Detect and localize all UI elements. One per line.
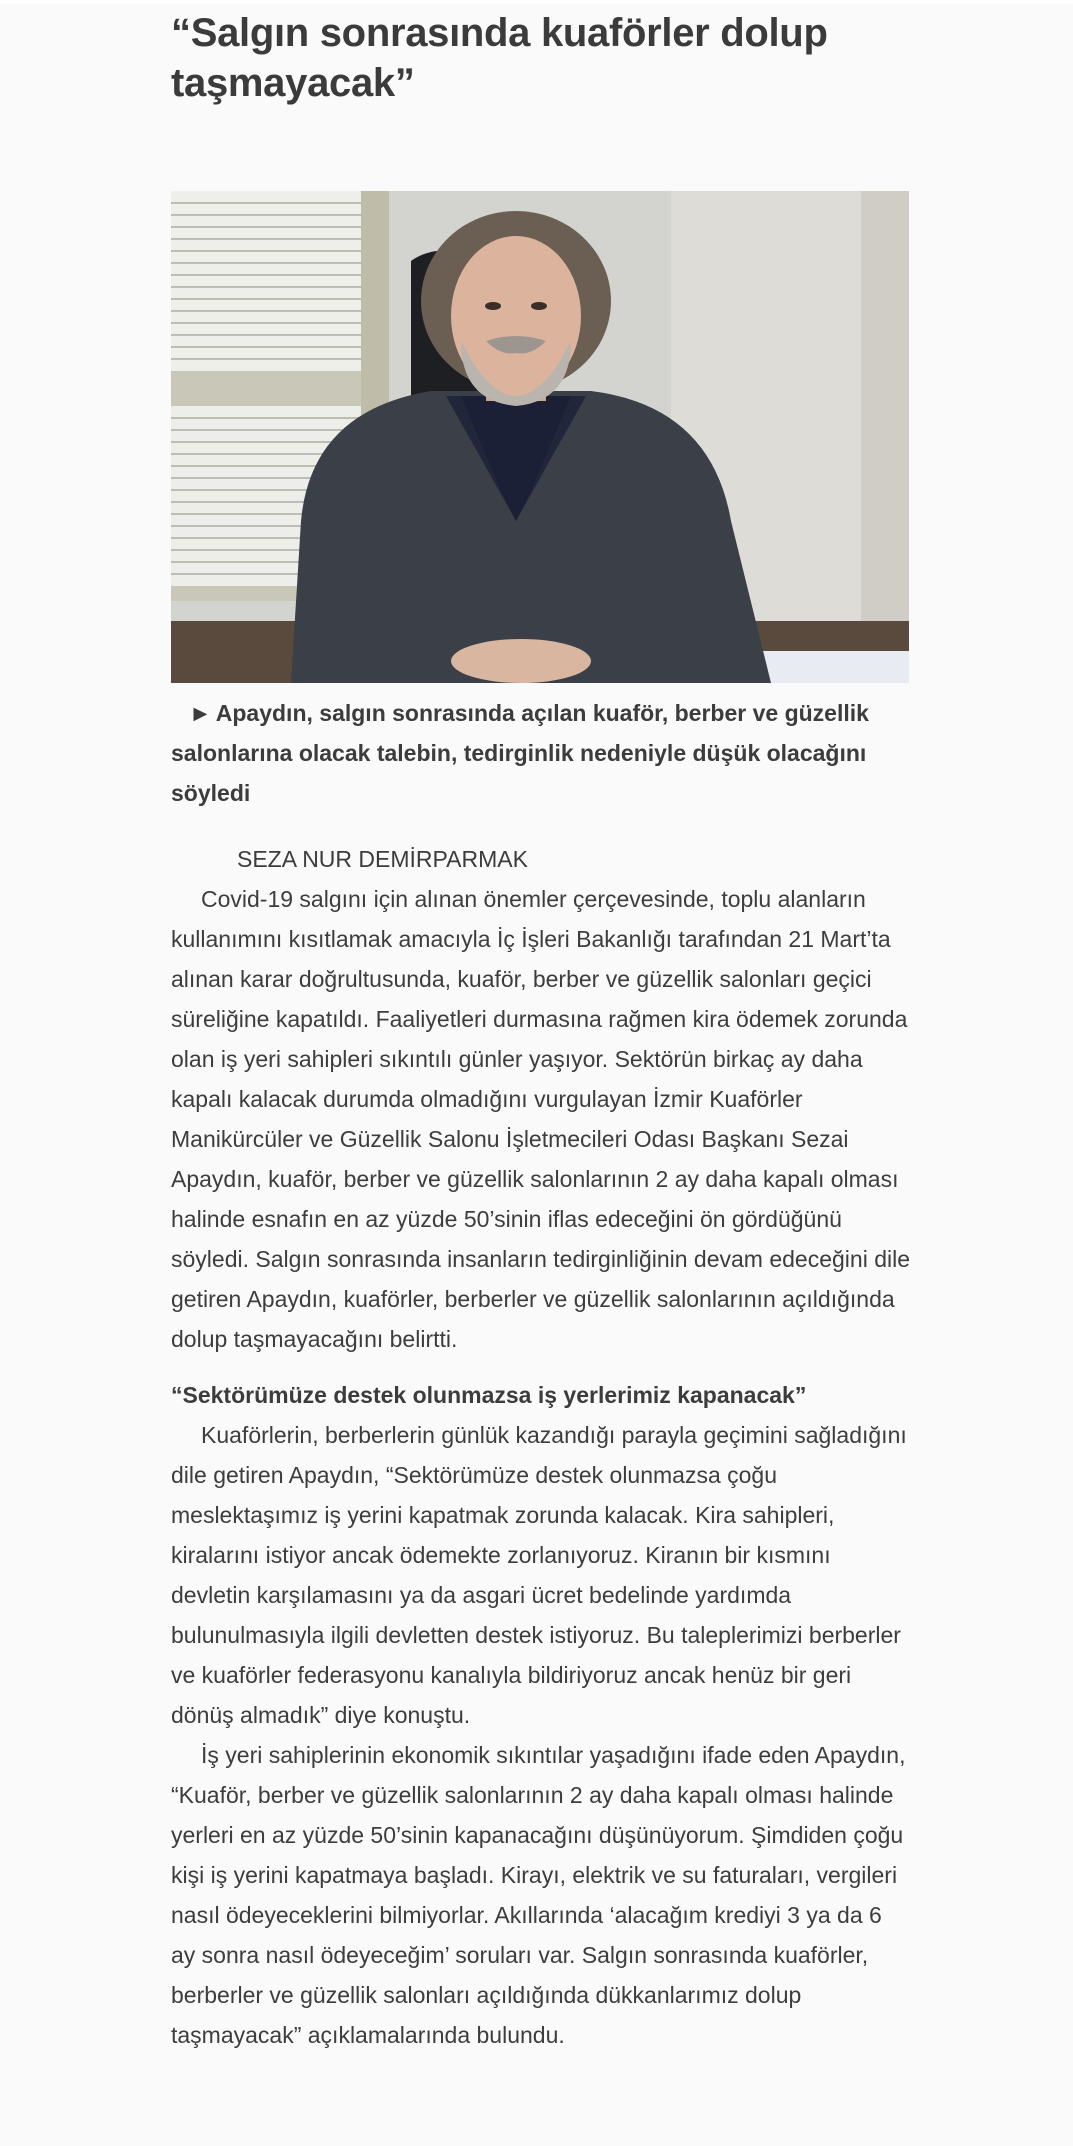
spot-arrow-icon: ► — [189, 700, 212, 726]
portrait-illustration — [171, 191, 909, 683]
article-headline: “Salgın sonrasında kuaförler dolup taşmayacak” — [171, 11, 828, 105]
article-spot — [171, 693, 911, 813]
article-paragraph-1: Covid-19 salgını için alınan önemler çerçevesinde, toplu alanların kullanımını kısıtlamak amacıyla İç İşleri Bakanlığı tarafından 21 Mart’ta alınan karar doğrultusunda, kuaför, berber ve güzellik salonları geçici süreliğine kapatıldı. Faaliyetleri durmasına rağmen kira ödemek zorunda olan iş yeri sahipleri sıkıntılı günler yaşıyor. Sektörün birkaç ay daha kapalı kalacak durumda olmadığını vurgulayan İzmir Kuaförler Manikürcüler ve Güzellik Salonu İşletmecileri Odası Başkanı Sezai Apaydın, kuaför, berber ve güzellik salonlarının 2 ay daha kapalı olması halinde esnafın en az yüzde 50’sinin iflas edeceğini ön gördüğünü söyledi. Salgın sonrasında insanların tedirginliğinin devam edeceğini dile getiren Apaydın, kuaförler, berberler ve güzellik salonlarının açıldığında dolup taşmayacağını belirtti. — [171, 886, 911, 1352]
article-body — [171, 693, 911, 2055]
article-photo — [171, 191, 909, 683]
article-subheading: “Sektörümüze destek olunmazsa iş yerlerimiz kapanacak” — [171, 1382, 807, 1408]
article-byline: SEZA NUR DEMİRPARMAK — [237, 846, 528, 872]
article-paragraph-3: İş yeri sahiplerinin ekonomik sıkıntılar yaşadığını ifade eden Apaydın, “Kuaför, berber ve güzellik salonlarının 2 ay daha kapalı olması halinde yerleri en az yüzde 50’sinin kapanacağını düşünüyorum. Şimdiden çoğu kişi iş yerini kapatmaya başladı. Kirayı, elektrik ve su faturaları, vergileri nasıl ödeyeceklerini bilmiyorlar. Akıllarında ‘alacağım krediyi 3 ya da 6 ay sonra nasıl ödeyeceğim’ soruları var. Salgın sonrasında kuaförler, berberler ve güzellik salonları açıldığında dükkanlarımız dolup taşmayacak” açıklamalarında bulundu. — [171, 1742, 906, 2048]
spot-text: Apaydın, salgın sonrasında açılan kuaför, berber ve güzellik salonlarına olacak talebin, tedirginlik nedeniyle düşük olacağını söyledi — [171, 700, 869, 806]
article-paragraph-2: Kuaförlerin, berberlerin günlük kazandığı parayla geçimini sağladığını dile getiren Apaydın, “Sektörümüze destek olunmazsa çoğu meslektaşımız iş yerini kapatmak zorunda kalacak. Kira sahipleri, kiralarını istiyor ancak ödemekte zorlanıyoruz. Kiranın bir kısmını devletin karşılamasını ya da asgari ücret bedelinde yardımda bulunulmasıyla ilgili devletten destek istiyoruz. Bu taleplerimizi berberler ve kuaförler federasyonu kanalıyla bildiriyoruz ancak henüz bir geri dönüş almadık” diye konuştu. — [171, 1422, 907, 1728]
news-article — [171, 0, 911, 2048]
